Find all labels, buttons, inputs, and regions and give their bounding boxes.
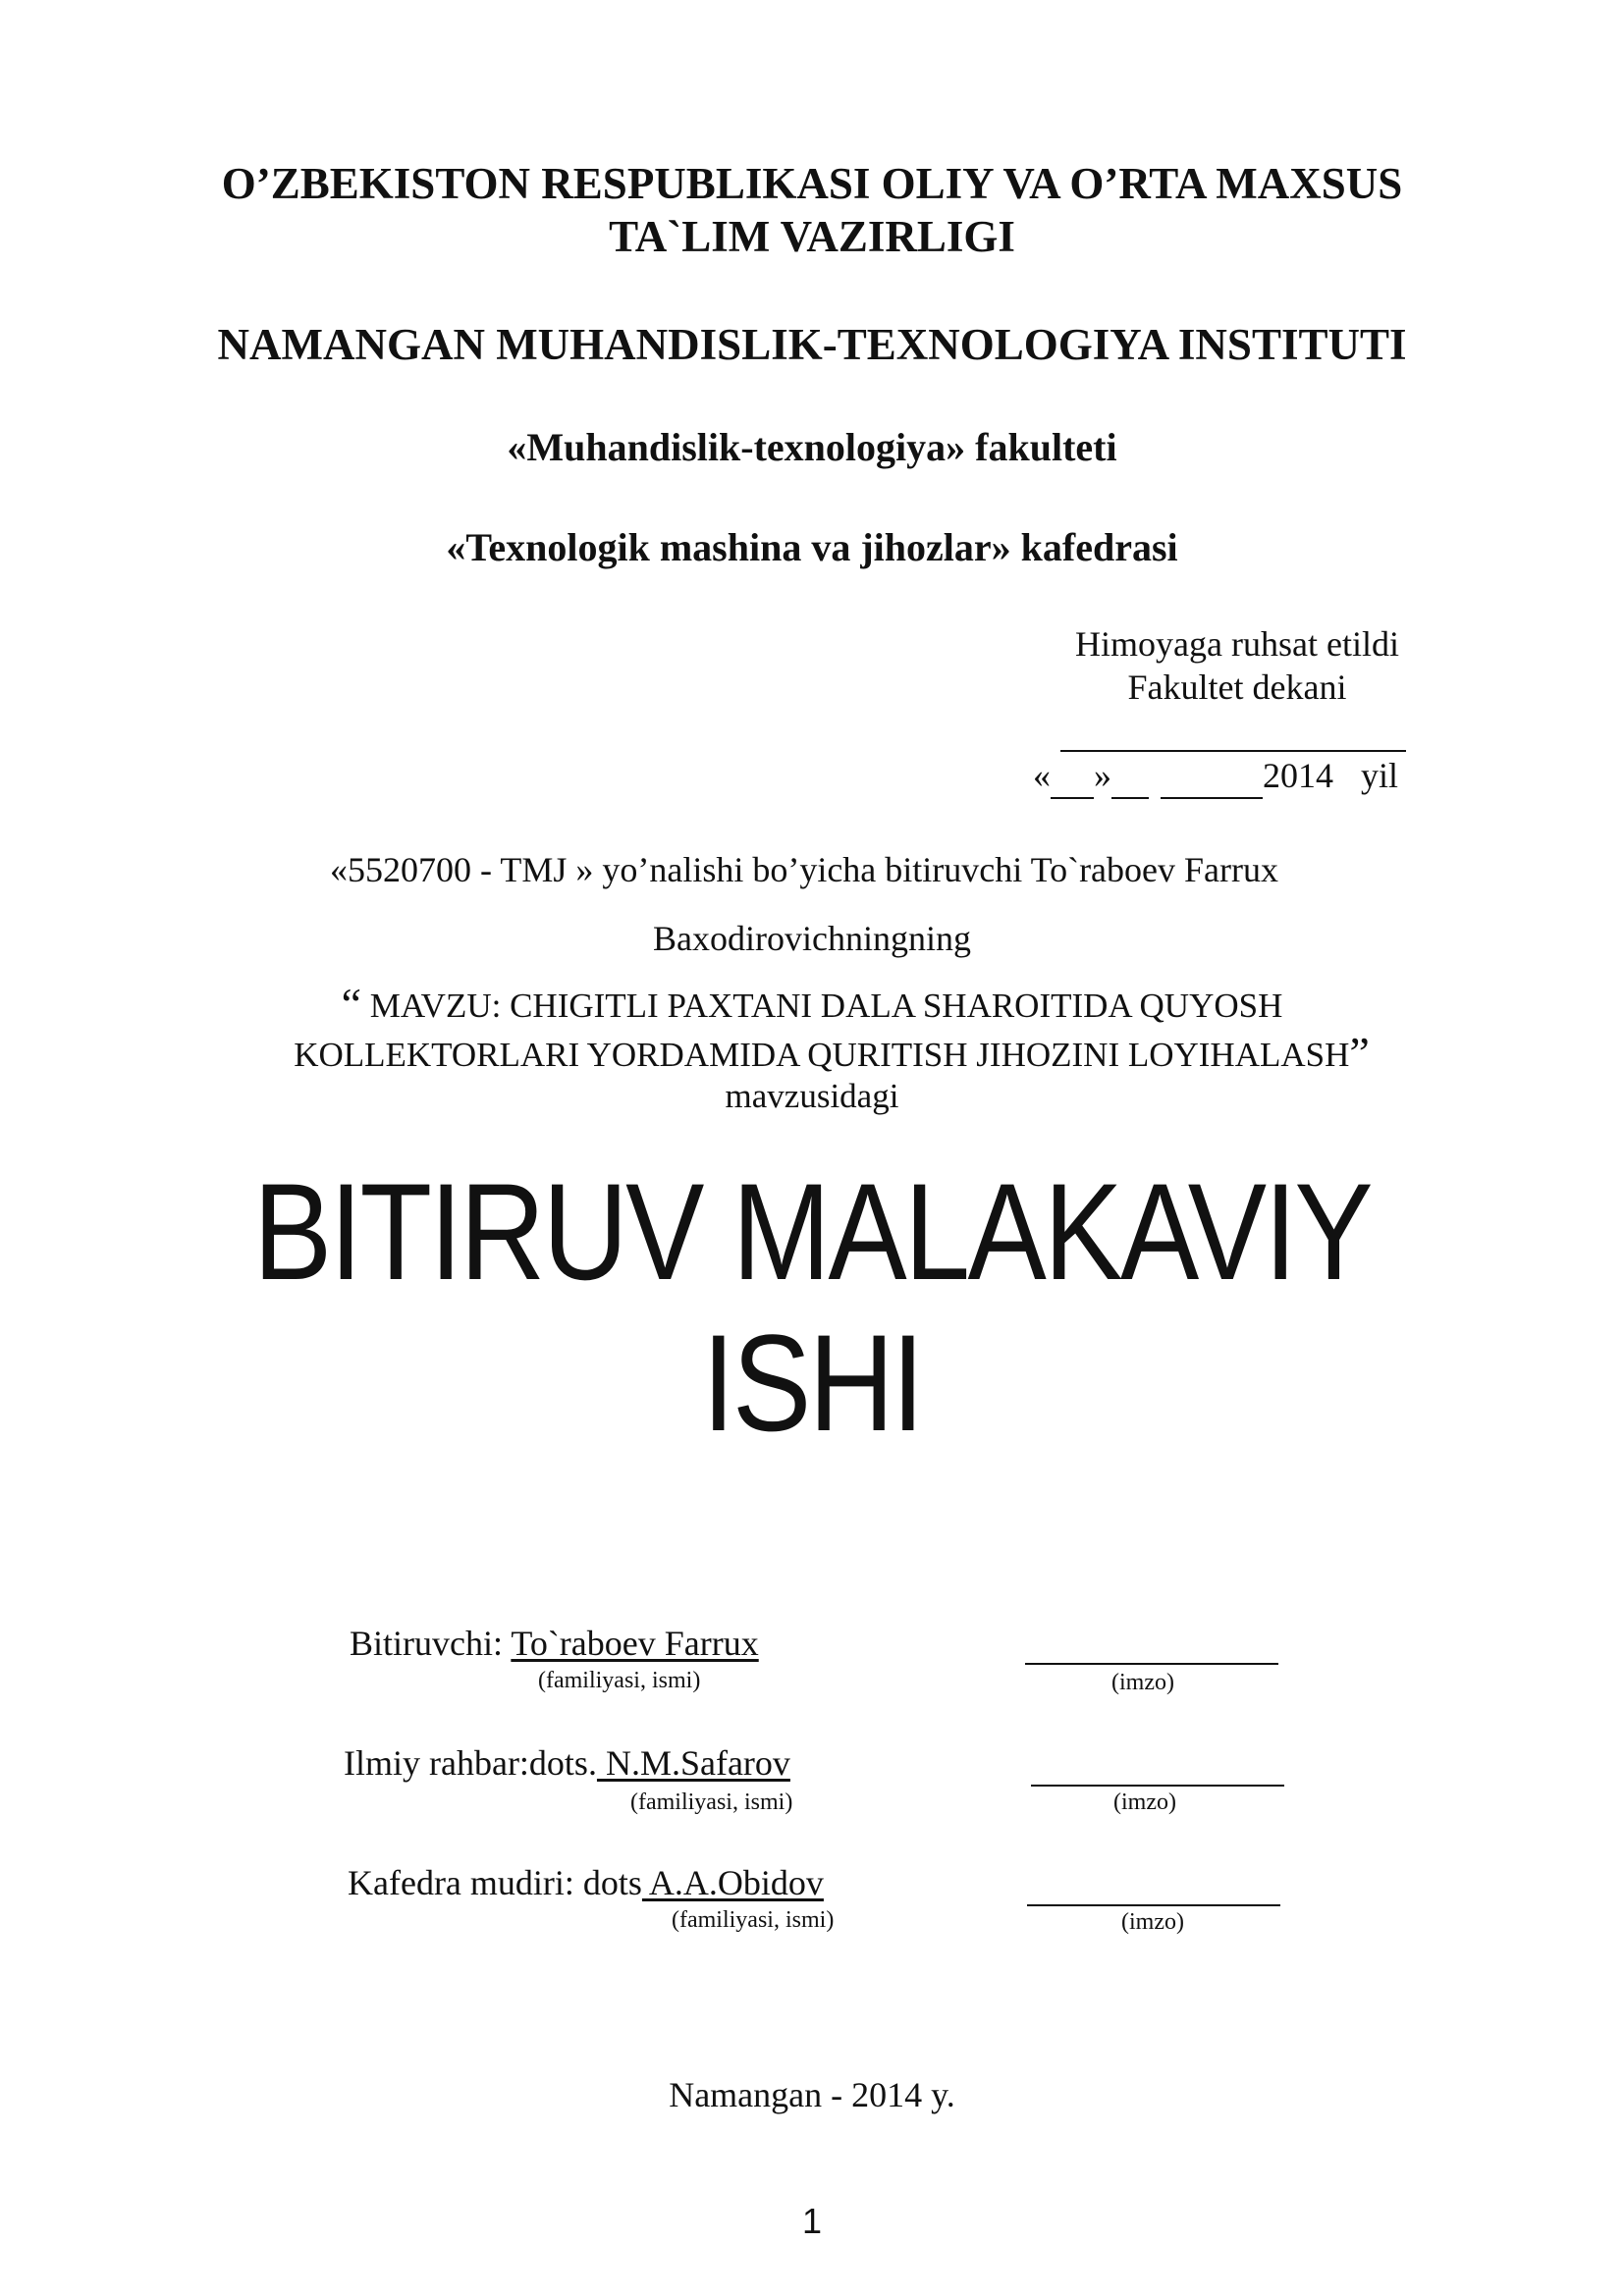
- month-blank-1: [1111, 754, 1149, 799]
- date-open-quote: «: [1033, 756, 1051, 795]
- topic-line-2: [0, 1028, 1624, 1078]
- signature-row-graduate: [350, 1622, 759, 1665]
- topic-open-quote: “: [341, 979, 362, 1029]
- supervisor-name: N.M.Safarov: [596, 1743, 790, 1783]
- year-value: 2014: [1263, 756, 1333, 795]
- head-name-caption: (familiyasi, ismi): [672, 1907, 835, 1933]
- dean-signature-line: [1060, 750, 1406, 752]
- graduate-patronymic: Baxodirovichningning: [653, 919, 971, 958]
- date-mid-quote: »: [1094, 756, 1111, 795]
- page-number: 1: [801, 2201, 823, 2241]
- faculty-name: «Muhandislik-texnologiya» fakulteti: [507, 425, 1117, 469]
- direction-text: «5520700 - TMJ » yo’nalishi bo’yicha bitiruvchi To`raboev Farrux: [330, 850, 1278, 889]
- title-line-1: BITIRUV MALAKAVIY: [252, 1154, 1372, 1308]
- head-name: A.A.Obidov: [641, 1863, 824, 1902]
- graduate-sign-caption: (imzo): [1111, 1670, 1174, 1695]
- place-year: Namangan - 2014 y.: [669, 2075, 955, 2114]
- supervisor-role: Ilmiy rahbar:dots.: [344, 1743, 597, 1783]
- topic-close-quote: ”: [1349, 1028, 1370, 1078]
- topic-text-2: KOLLEKTORLARI YORDAMIDA QURITISH JIHOZINI LOYIHALASH: [294, 1036, 1350, 1074]
- signature-row-supervisor: [344, 1741, 790, 1785]
- topic-line-1: [0, 979, 1624, 1029]
- title-line-2: ISHI: [702, 1306, 922, 1460]
- head-sign-caption: (imzo): [1121, 1909, 1184, 1935]
- ministry-line-2: TA`LIM VAZIRLIGI: [609, 212, 1015, 261]
- approval-line-1: Himoyaga ruhsat etildi: [1075, 624, 1399, 664]
- graduate-signature-line: [1025, 1663, 1278, 1665]
- graduate-role: Bitiruvchi:: [350, 1624, 512, 1663]
- head-role: Kafedra mudiri: dots: [348, 1863, 642, 1902]
- topic-text-1: MAVZU: CHIGITLI PAXTANI DALA SHAROITIDA QUYOSH: [369, 987, 1283, 1025]
- supervisor-sign-caption: (imzo): [1113, 1789, 1176, 1815]
- graduate-name-caption: (familiyasi, ismi): [538, 1668, 701, 1693]
- supervisor-signature-line: [1031, 1785, 1284, 1787]
- head-signature-line: [1027, 1904, 1280, 1906]
- department-name: «Texnologik mashina va jihozlar» kafedrasi: [446, 525, 1178, 569]
- graduate-name: To`raboev Farrux: [511, 1624, 759, 1663]
- institute-name: NAMANGAN MUHANDISLIK-TEXNOLOGIYA INSTITUTI: [217, 320, 1407, 369]
- supervisor-name-caption: (familiyasi, ismi): [630, 1789, 793, 1815]
- day-blank: [1051, 754, 1094, 799]
- yil-label: yil: [1361, 756, 1399, 795]
- approval-date: [1033, 754, 1465, 799]
- ministry-line-1: O’ZBEKISTON RESPUBLIKASI OLIY VA O’RTA MAXSUS: [221, 159, 1403, 208]
- topic-line-3: mavzusidagi: [725, 1077, 899, 1115]
- approval-line-2: Fakultet dekani: [1127, 667, 1347, 707]
- direction-line: [0, 848, 1624, 891]
- signature-row-head: [348, 1861, 824, 1904]
- month-blank-2: [1161, 754, 1263, 799]
